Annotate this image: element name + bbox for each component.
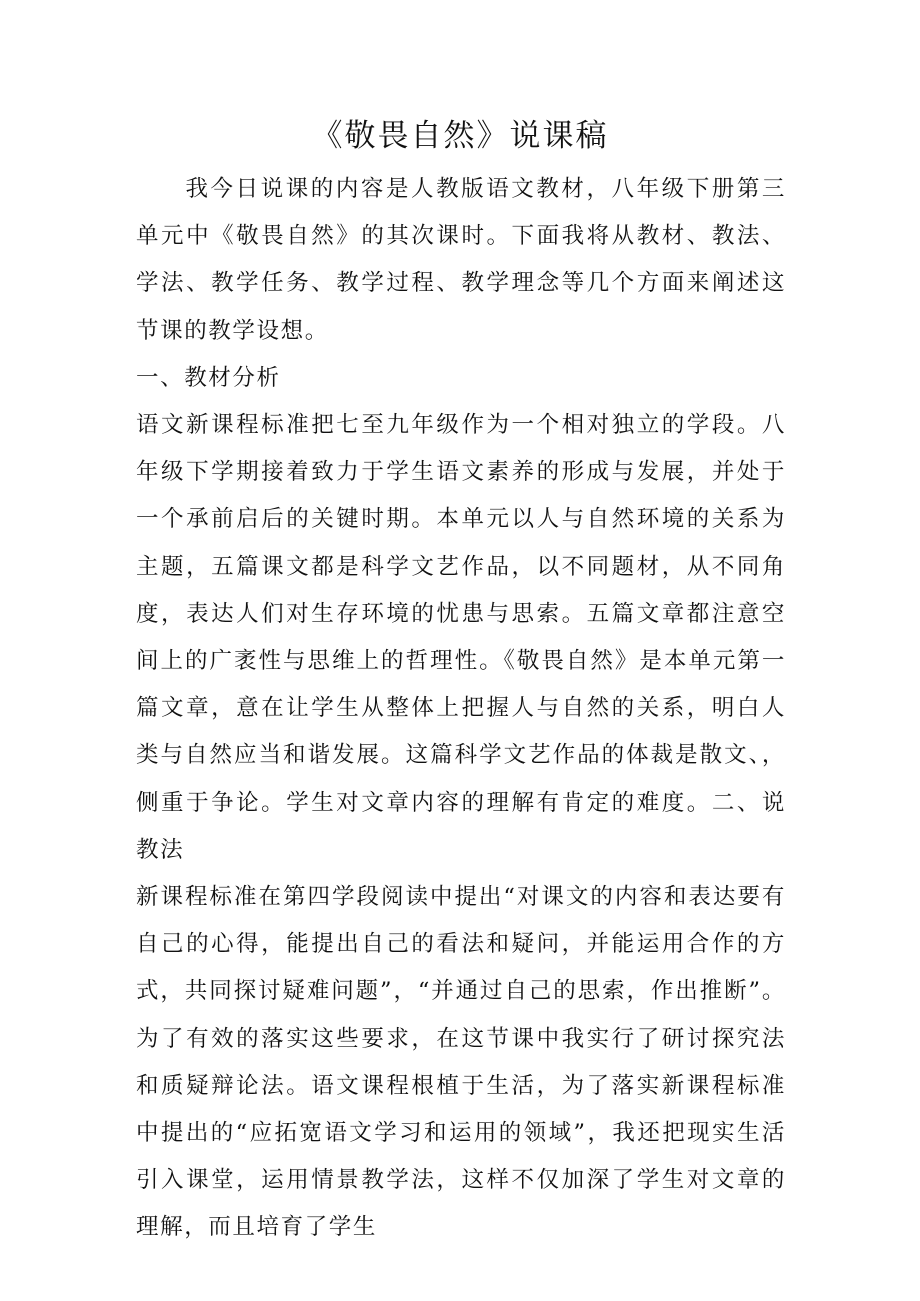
teaching-method-paragraph: 新课程标准在第四学段阅读中提出“对课文的内容和表达要有自己的心得，能提出自己的看法和疑问，并能运用合作的方式，共同探讨疑难问题”，“并通过自己的思索，作出推断”。为了有效的落实这些要求，在这节课中我实行了研讨探究法和质疑辩论法。语文课程根植于生活，为了落实新课程标准中提出的“应拓宽语文学习和运用的领域”，我还把现实生活引入课堂，运用情景教学法，这样不仅加深了学生对文章的理解，而且培育了学生 bbox=[136, 884, 786, 1241]
document-body bbox=[136, 166, 786, 1252]
intro-paragraph: 我今日说课的内容是人教版语文教材，八年级下册第三单元中《敬畏自然》的其次课时。下面我将从教材、教法、学法、教学任务、教学过程、教学理念等几个方面来阐述这节课的教学设想。 bbox=[136, 176, 786, 344]
document-title: 《敬畏自然》说课稿 bbox=[311, 118, 609, 154]
textbook-analysis-paragraph: 语文新课程标准把七至九年级作为一个相对独立的学段。八年级下学期接着致力于学生语文素养的形成与发展，并处于一个承前启后的关键时期。本单元以人与自然环境的关系为主题，五篇课文都是科学文艺作品，以不同题材，从不同角度，表达人们对生存环境的忧患与思索。五篇文章都注意空间上的广袤性与思维上的哲理性。《敬畏自然》是本单元第一篇文章，意在让学生从整体上把握人与自然的关系，明白人类与自然应当和谐发展。这篇科学文艺作品的体裁是散文、，侧重于争论。学生对文章内容的理解有肯定的难度。二、说教法 bbox=[136, 412, 786, 863]
section-heading-textbook-analysis: 一、教材分析 bbox=[136, 364, 281, 391]
